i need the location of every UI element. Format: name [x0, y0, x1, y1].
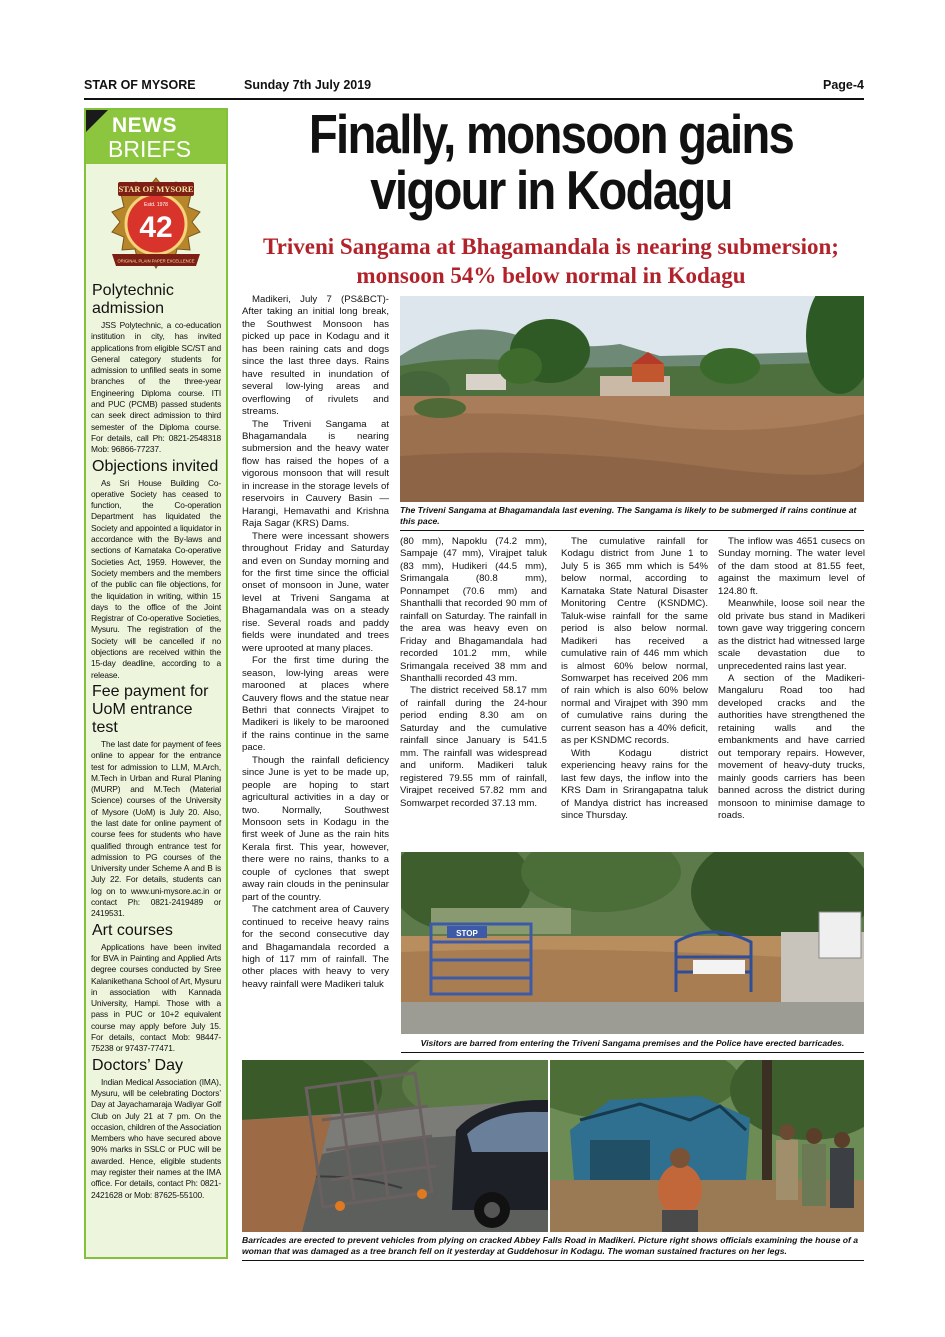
- article-column-4: [718, 536, 865, 822]
- flood-photo-caption: The Triveni Sangama at Bhagamandala last evening. The Sangama is likely to be submerged if rains continue at this pace.: [400, 505, 857, 526]
- brief-title: Fee payment for UoM entrance test: [92, 682, 209, 736]
- emblem-ribbon: ORIGINAL PLAIN PAPER EXCELLENCE: [117, 258, 195, 264]
- brief-body: Indian Medical Association (IMA), Mysuru, will be celebrating Doctors’ Day at Jayachamaraja Wadiyar Golf Club on July 21 at 7 pm. On the occasion, children of the Association Members who have secured above 90% marks in SSLC or PUC will be awarded. Hence, eligible students may register their names at the IMA office. For details, contact Ph: 0821-2421628 or Mob: 87625-55100.: [91, 1076, 221, 1200]
- brief-title: Objections invited: [92, 457, 219, 475]
- damaged-house-photo: [550, 1060, 864, 1232]
- paragraph: There were incessant showers throughout Friday and Saturday and even on Sunday morning and for the first time since the official onset of monsoon in June, water level at Triveni Sangama at Bhagamandala was on a steady rise. Several roads and paddy fields were inundated and trees were uprooted at many places.: [242, 530, 389, 654]
- brief-body: Applications have been invited for BVA in Painting and Applied Arts degree courses conducted by Sree Kalanikethana School of Art, Mysuru in association with Kannada University, Hampi. Those with a pass in PUC or 10+2 equivalent course may apply before July 15. For details, contact Mob: 98447-75238 or 97437-77471.: [91, 941, 221, 1054]
- brief-uom-fee: [86, 683, 226, 920]
- news-briefs-title-line2: BRIEFS: [108, 136, 192, 162]
- paragraph: Though the rainfall deficiency since June is yet to be made up, people are hoping to start agricultural activities in a day or two. Normally, Southwest Monsoon sets in Kodagu in the first week of June as the rain hits Kerala first. This year, however, there were no rains, thanks to a couple of cyclones that swept away rain clouds in the peninsular part of the country.: [242, 754, 389, 903]
- paper-name: STAR OF MYSORE: [84, 78, 196, 92]
- paragraph: The district received 58.17 mm of rainfall during the 24-hour period ending 8.30 am on Saturday and the cumulative rainfall since January is 541.5 mm. The rainfall was widespread and uniform. Madikeri taluk registered 79.55 mm of rainfall, Virajpet received 57.82 mm and Somwarpet recorded 37.13 mm.: [400, 685, 547, 809]
- brief-body: As Sri House Building Co-operative Society has ceased to function, the Co-operation Department has liquidated the Society and appointed a liquidator in accordance with the By-laws and sections of Karnataka Co-operative Societies Act, 1959. However, the Society members and the members of the public can file objections, for the liquidation in writing, within 15 days to the office of the Joint Registrar of Co-operative Societies, Mysuru. The registration of the Society will be cancelled if no objections are received within the 15-day deadline, according to a release.: [91, 477, 221, 680]
- brief-art-courses: [86, 922, 226, 1055]
- bottom-photos-caption: Barricades are erected to prevent vehicles from plying on cracked Abbey Falls Road in Madikeri. Picture right shows officials examining the house of a woman that was damaged as a tree branch fell on it yesterday at Guddehosur in Kodagu. The woman sustained fractures on her legs.: [242, 1235, 859, 1256]
- article-column-1: [242, 294, 389, 991]
- corner-triangle-decoration: [86, 110, 108, 132]
- caption-rule: [400, 530, 864, 531]
- brief-objections: [86, 458, 226, 681]
- headline: Finally, monsoon gains vigour in Kodagu: [308, 103, 794, 221]
- paragraph: (80 mm), Napoklu (74.2 mm), Sampaje (47 mm), Virajpet taluk (83 mm), Hudikeri (44.5 mm), Srimangala (80.8 mm), Ponnampet (70.6 mm) and Shanthalli that recorded 90 mm of rainfall on Saturday. The rainfall in the area was heavy even on Friday and Bhagamandala had recorded 101.2 mm, while Srimangala received 38 mm and Shanthalli recorded 43 mm.: [400, 536, 547, 684]
- brief-body: JSS Polytechnic, a co-education institution in city, has invited applications from eligible SC/ST and General category students for admission to unfilled seats in some branches of the three-year Engineering Diploma course. ITI and PUC (PCMB) passed students can seek direct admission to third semester of the Diploma course. For details, call Ph: 0821-2548318 Mob: 96866-77237.: [91, 320, 221, 455]
- paragraph: A section of the Madikeri-Mangaluru Road too had developed cracks and the authorities have strengthened the retaining walls and the embankments and have carried out temporary repairs. However, movement of heavy-duty trucks, mainly goods carriers has been banned across the district during monsoon to minimise damage to roads.: [718, 672, 865, 821]
- paragraph: The catchment area of Cauvery continued to receive heavy rains for the second consecutive day and Bhagamandala recorded a high of 117 mm of rainfall. The other places with heavy to very heavy rainfall were Madikeri taluk: [242, 904, 389, 990]
- paragraph: The cumulative rainfall for Kodagu district from June 1 to July 5 is 365 mm which is 54% below normal, according to Karnataka State Natural Disaster Monitoring Centre (KSNDMC). Taluk-wise rainfall for the same period is also below normal. Madikeri has received a cumulative rain of 446 mm which is almost 60% below normal, Somwarpet has received 206 mm of rain which is also 60% below normal and Virajpet with 390 mm of cumulative rains during the current season has a 40% deficit, as per KSNDMC records.: [561, 536, 708, 747]
- brief-body: The last date for payment of fees online to appear for the entrance test for admission to LLM, M.Arch, M.Tech in Urban and Rural Planing (MURP) and M.Tech (Material Science) courses of the University of Mysore (UoM) is July 20. Also, the last date for online payment of course fees for students who have qualified through entrance test for admission to PG courses of the University under Scheme A and B is July 22. For details, students can log on to www.uni-mysore.ac.in or contact Ph: 0821-2419489 or 2419531.: [91, 738, 221, 919]
- caption-rule: [242, 1260, 864, 1261]
- article-column-2: [400, 536, 547, 810]
- anniversary-emblem-icon: [106, 174, 206, 274]
- news-briefs-title-line1: NEWS: [112, 114, 177, 137]
- anniversary-emblem: [86, 164, 226, 280]
- paragraph: The Triveni Sangama at Bhagamandala is nearing submersion and the heavy water flow has raised the hopes of a vigorous monsoon that will result in increase in the storage levels of reservoirs in Cauvery Basin — Harangi, Hemavathi and Krishna Raja Sagar (KRS) Dams.: [242, 418, 389, 530]
- emblem-estd: Estd. 1978: [144, 202, 168, 208]
- brief-doctors-day: [86, 1057, 226, 1201]
- brief-polytechnic: [86, 282, 226, 456]
- brief-title: Polytechnic admission: [92, 282, 174, 317]
- issue-date: Sunday 7th July 2019: [244, 78, 372, 92]
- barricade-sign-text: STOP: [456, 929, 478, 938]
- emblem-top-text: STAR OF MYSORE: [118, 184, 194, 194]
- caption-rule: [401, 1052, 864, 1053]
- news-briefs-header: [86, 110, 226, 164]
- emblem-number: 42: [139, 211, 173, 244]
- paragraph: For the first time during the season, low-lying areas were marooned at places where Cauvery flows and the statue near Bethri that connects Virajpet to Madikeri is likely to be marooned if the rains continue in the same pace.: [242, 655, 389, 754]
- page-number: Page-4: [823, 78, 864, 92]
- brief-title: Art courses: [92, 921, 173, 939]
- article-column-3: [561, 536, 708, 822]
- news-briefs-sidebar: [84, 108, 228, 1259]
- paragraph: Madikeri, July 7 (PS&BCT)- After taking an initial long break, the Southwest Monsoon has picked up pace in Kodagu and it has been raining cats and dogs since the last three days. Rains have resulted in inundation of several low-lying areas and overflowing of rivulets and streams.: [242, 294, 389, 418]
- subheadline: Triveni Sangama at Bhagamandala is nearing submersion; monsoon 54% below normal in Kodagu: [263, 234, 839, 288]
- barricade-photo: [401, 852, 864, 1034]
- masthead: [84, 78, 864, 100]
- brief-title: Doctors’ Day: [92, 1056, 183, 1074]
- flood-photo: [400, 296, 864, 502]
- barricade-photo-caption: Visitors are barred from entering the Triveni Sangama premises and the Police have erected barricades.: [420, 1038, 845, 1048]
- paragraph: With Kodagu district experiencing heavy rains for the last few days, the inflow into the KRS Dam in Srirangapatna taluk of Mandya district has increased since Thursday.: [561, 747, 708, 821]
- paragraph: The inflow was 4651 cusecs on Sunday morning. The water level of the dam stood at 81.55 feet, against the maximum level of 124.80 ft.: [718, 536, 865, 597]
- paragraph: Meanwhile, loose soil near the old private bus stand in Madikeri town gave way triggering concern as the district had witnessed large scale devastation due to unprecedented rains last year.: [718, 598, 865, 672]
- abbey-falls-road-photo: [242, 1060, 548, 1232]
